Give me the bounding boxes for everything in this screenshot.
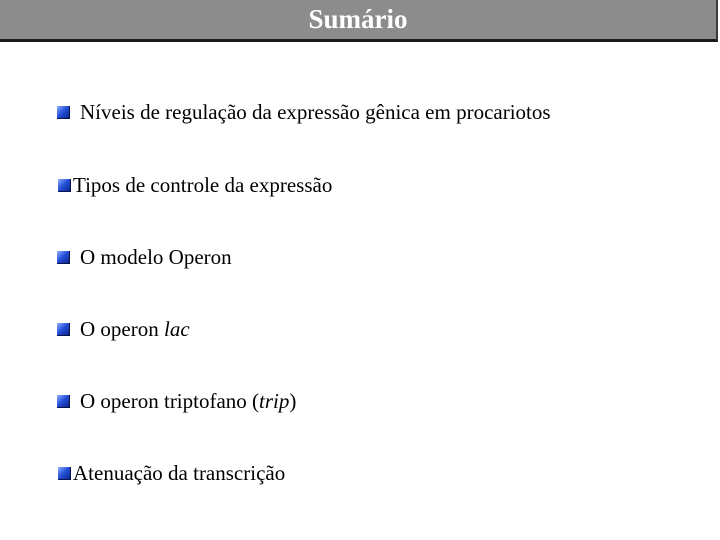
square-bullet-icon [57,251,70,264]
list-item-label [80,317,190,342]
list-item-label-suffix: ) [289,388,297,413]
list-item [58,458,285,488]
list-item-label-prefix: O operon [80,316,164,341]
list-item [57,97,551,127]
list-item-label: Tipos de controle da expressão [73,172,333,197]
title-bar [0,0,718,42]
square-bullet-icon [57,323,70,336]
list-item-label [80,389,296,414]
square-bullet-icon [57,395,70,408]
list-item-label-italic: lac [163,316,190,341]
square-bullet-icon [58,179,71,192]
list-item-label: O modelo Operon [80,244,232,269]
list-item-label: Níveis de regulação da expressão gênica em procariotos [80,99,551,124]
list-item [57,242,232,272]
list-item-label: Atenuação da transcrição [73,460,286,485]
square-bullet-icon [58,467,71,480]
list-item [58,170,332,200]
list-item-label-prefix: O operon triptofano ( [80,388,260,413]
list-item-label-italic: trip [259,388,290,413]
list-item [57,314,190,344]
page-title: Sumário [308,4,408,34]
square-bullet-icon [57,106,70,119]
list-item [57,386,296,416]
